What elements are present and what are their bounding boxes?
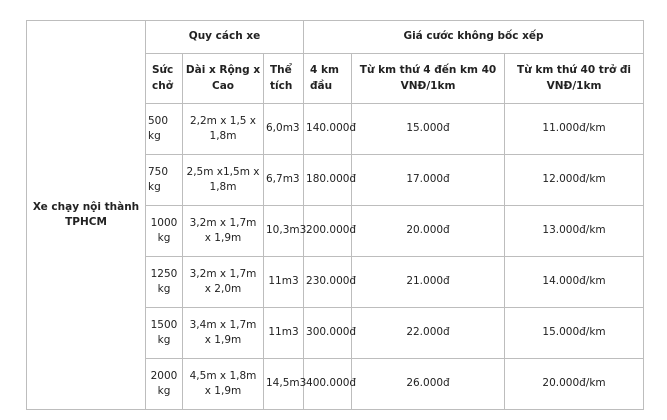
far-rate-cell: 20.000đ/km — [505, 359, 644, 410]
header-dims: Dài x Rộng x Cao — [183, 54, 264, 104]
first4-cell: 300.000đ — [304, 308, 352, 359]
payload-cell: 500 kg — [146, 104, 183, 155]
first4-cell: 200.000đ — [304, 206, 352, 257]
far-rate-cell: 15.000đ/km — [505, 308, 644, 359]
payload-cell: 1000 kg — [146, 206, 183, 257]
payload-cell: 2000 kg — [146, 359, 183, 410]
header-volume: Thể tích — [264, 54, 304, 104]
mid-rate-cell: 22.000đ — [352, 308, 505, 359]
header-km4-to-40: Từ km thứ 4 đến km 40 VNĐ/1km — [352, 54, 505, 104]
volume-cell: 6,0m3 — [264, 104, 304, 155]
header-payload: Sức chở — [146, 54, 183, 104]
far-rate-cell: 14.000đ/km — [505, 257, 644, 308]
volume-cell: 11m3 — [264, 308, 304, 359]
first4-cell: 400.000đ — [304, 359, 352, 410]
first4-cell: 180.000đ — [304, 155, 352, 206]
far-rate-cell: 12.000đ/km — [505, 155, 644, 206]
dims-cell: 3,2m x 1,7m x 1,9m — [183, 206, 264, 257]
mid-rate-cell: 15.000đ — [352, 104, 505, 155]
mid-rate-cell: 20.000đ — [352, 206, 505, 257]
first4-cell: 140.000đ — [304, 104, 352, 155]
row-group-label: Xe chạy nội thành TPHCM — [27, 21, 146, 410]
header-spec: Quy cách xe — [146, 21, 304, 54]
far-rate-cell: 13.000đ/km — [505, 206, 644, 257]
header-price: Giá cước không bốc xếp — [304, 21, 644, 54]
header-row-1 — [27, 21, 644, 54]
volume-cell: 11m3 — [264, 257, 304, 308]
first4-cell: 230.000đ — [304, 257, 352, 308]
mid-rate-cell: 17.000đ — [352, 155, 505, 206]
mid-rate-cell: 26.000đ — [352, 359, 505, 410]
payload-cell: 1500 kg — [146, 308, 183, 359]
dims-cell: 3,4m x 1,7m x 1,9m — [183, 308, 264, 359]
far-rate-cell: 11.000đ/km — [505, 104, 644, 155]
price-table-container — [26, 20, 644, 410]
volume-cell: 14,5m3 — [264, 359, 304, 410]
truck-rate-table — [26, 20, 644, 410]
dims-cell: 3,2m x 1,7m x 2,0m — [183, 257, 264, 308]
volume-cell: 6,7m3 — [264, 155, 304, 206]
header-first-4km: 4 km đầu — [304, 54, 352, 104]
dims-cell: 2,5m x1,5m x 1,8m — [183, 155, 264, 206]
dims-cell: 4,5m x 1,8m x 1,9m — [183, 359, 264, 410]
volume-cell: 10,3m3 — [264, 206, 304, 257]
header-km40-plus: Từ km thứ 40 trở đi VNĐ/1km — [505, 54, 644, 104]
payload-cell: 750 kg — [146, 155, 183, 206]
dims-cell: 2,2m x 1,5 x 1,8m — [183, 104, 264, 155]
payload-cell: 1250 kg — [146, 257, 183, 308]
mid-rate-cell: 21.000đ — [352, 257, 505, 308]
